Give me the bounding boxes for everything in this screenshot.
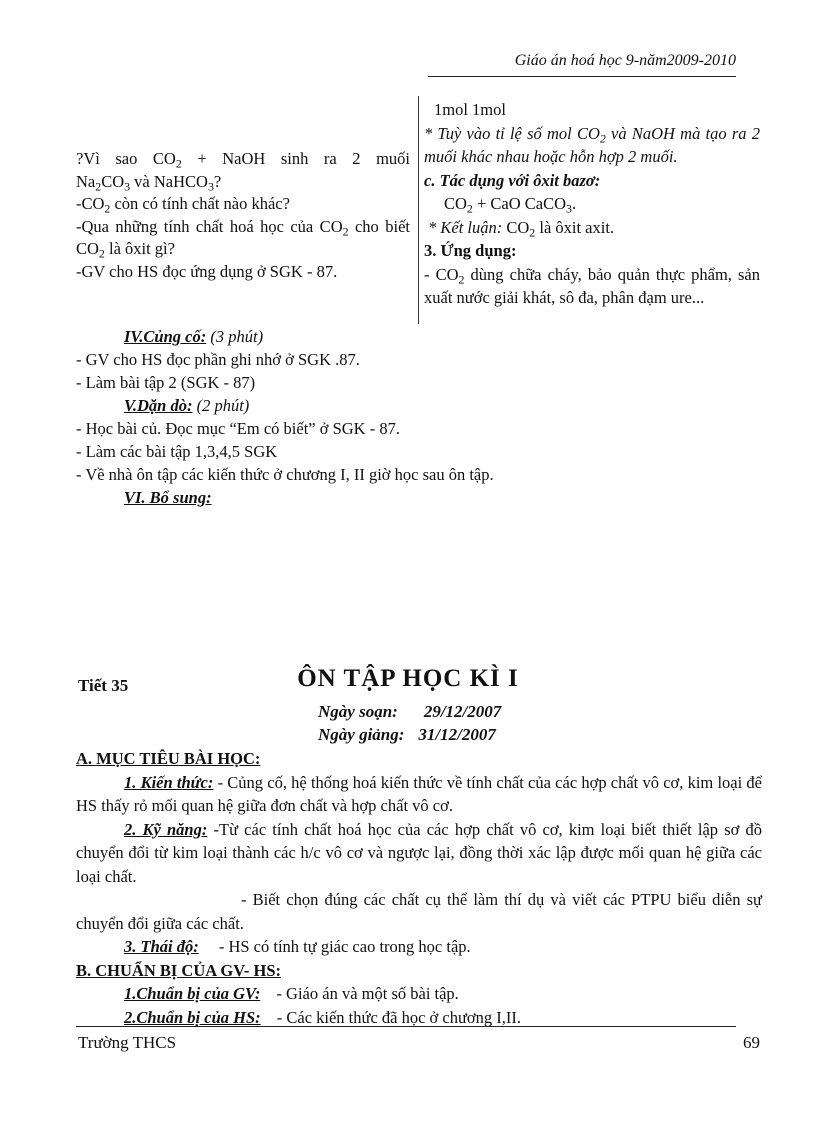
objective-skills: 2. Kỹ năng: -Từ các tính chất hoá học của các hợp chất vô cơ, kim loại biết thiết lập sơ đồ chuyển đổi từ kim loại thành các h/c vô cơ và ngược lại, đồng thời xác lập được mối quan hệ giữa các loại chất. — [76, 819, 762, 886]
question-co2-oxide-type: -Qua những tính chất hoá học của $CO_2$ cho biết $CO_2$ là ôxit gì? — [76, 216, 410, 261]
section-a-heading: A. MỤC TIÊU BÀI HỌC: — [76, 749, 261, 768]
date-prepared: Ngày soạn: 29/12/2007 — [318, 702, 502, 721]
question-applications: -GV cho HS đọc ứng dụng ở SGK - 87. — [76, 261, 338, 281]
section-v-line-2: - Làm các bài tập 1,3,4,5 SGK — [76, 442, 278, 461]
section-vi-heading: VI. Bổ sung: — [124, 488, 212, 507]
question-co2-naoh: ?Vì sao $CO_2$ + NaOH sinh ra 2 muối — [76, 149, 410, 171]
section-v-line-1: - Học bài củ. Đọc mục “Em có biết” ở SGK - 87. — [76, 419, 400, 438]
question-co2-naoh-cont: $Na_2CO_3$ và NaHCO$_3$? — [76, 171, 222, 193]
equation-co2-cao: $CO_2$ + CaO CaCO$_3$. — [444, 194, 577, 216]
lesson-title: ÔN TẬP HỌC KÌ I — [297, 665, 519, 692]
conclusion: * Kết luận: $CO_2$ là ôxit axit. — [428, 217, 615, 239]
section-v-heading: V.Dặn dò: (2 phút) — [124, 396, 250, 415]
date-taught: Ngày giảng: 31/12/2007 — [318, 725, 496, 744]
prep-student: 2.Chuẩn bị của HS: - Các kiến thức đã học ở chương I,II. — [124, 1007, 522, 1027]
teacher-activity-column — [76, 148, 410, 283]
ratio-note: * Tuỳ vào tỉ lệ số mol $CO_2$ và NaOH mà tạo ra 2 muối khác nhau hoặc hỗn hợp 2 muối. — [424, 123, 760, 166]
lesson-objectives — [76, 747, 762, 1029]
footer-school: Trường THCS — [78, 1033, 177, 1052]
footer-divider — [76, 1026, 736, 1027]
section-iv-heading: IV.Củng cố: (3 phút) — [124, 327, 264, 346]
section-iv-line-2: - Làm bài tập 2 (SGK - 87) — [76, 373, 256, 392]
heading-applications: 3. Ứng dụng: — [424, 241, 517, 260]
prep-teacher: 1.Chuẩn bị của GV: - Giáo án và một số bài tập. — [124, 984, 459, 1003]
header-divider — [428, 76, 736, 77]
question-co2-other-property: $-CO_2$ còn có tính chất nào khác? — [76, 194, 290, 216]
section-iv-line-1: - GV cho HS đọc phần ghi nhớ ở SGK .87. — [76, 350, 360, 369]
lesson-dates — [318, 700, 618, 746]
mol-line: 1mol 1mol — [434, 100, 506, 119]
section-b-heading: B. CHUẨN BỊ CỦA GV- HS: — [76, 960, 282, 980]
objective-skills-2: - Biết chọn đúng các chất cụ thể làm thí dụ và viết các PTPU biểu diễn sự chuyển đổi giữa các chất. — [76, 890, 762, 933]
section-v-line-3: - Về nhà ôn tập các kiến thức ở chương I, II giờ học sau ôn tập. — [76, 465, 494, 484]
page-number: 69 — [743, 1033, 760, 1052]
applications-text: - $CO_2$ dùng chữa cháy, bảo quản thực phẩm, sản xuất nước giải khát, sô đa, phân đạm ure... — [424, 264, 760, 307]
heading-basic-oxide: c. Tác dụng với ôxit bazơ: — [424, 170, 601, 190]
content-column — [424, 98, 760, 310]
column-divider — [418, 96, 419, 324]
objective-knowledge: 1. Kiến thức: - Củng cố, hệ thống hoá kiến thức về tính chất của các hợp chất vô cơ, kim loại để HS thấy rỏ mối quan hệ giữa đơn chất và hợp chất vô cơ. — [76, 772, 762, 815]
page-header-title: Giáo án hoá học 9-năm2009-2010 — [514, 52, 736, 69]
lesson-number: Tiết 35 — [78, 676, 129, 695]
objective-attitude: 3. Thái độ: - HS có tính tự giác cao trong học tập. — [124, 937, 471, 956]
lesson-wrapup — [76, 325, 766, 509]
